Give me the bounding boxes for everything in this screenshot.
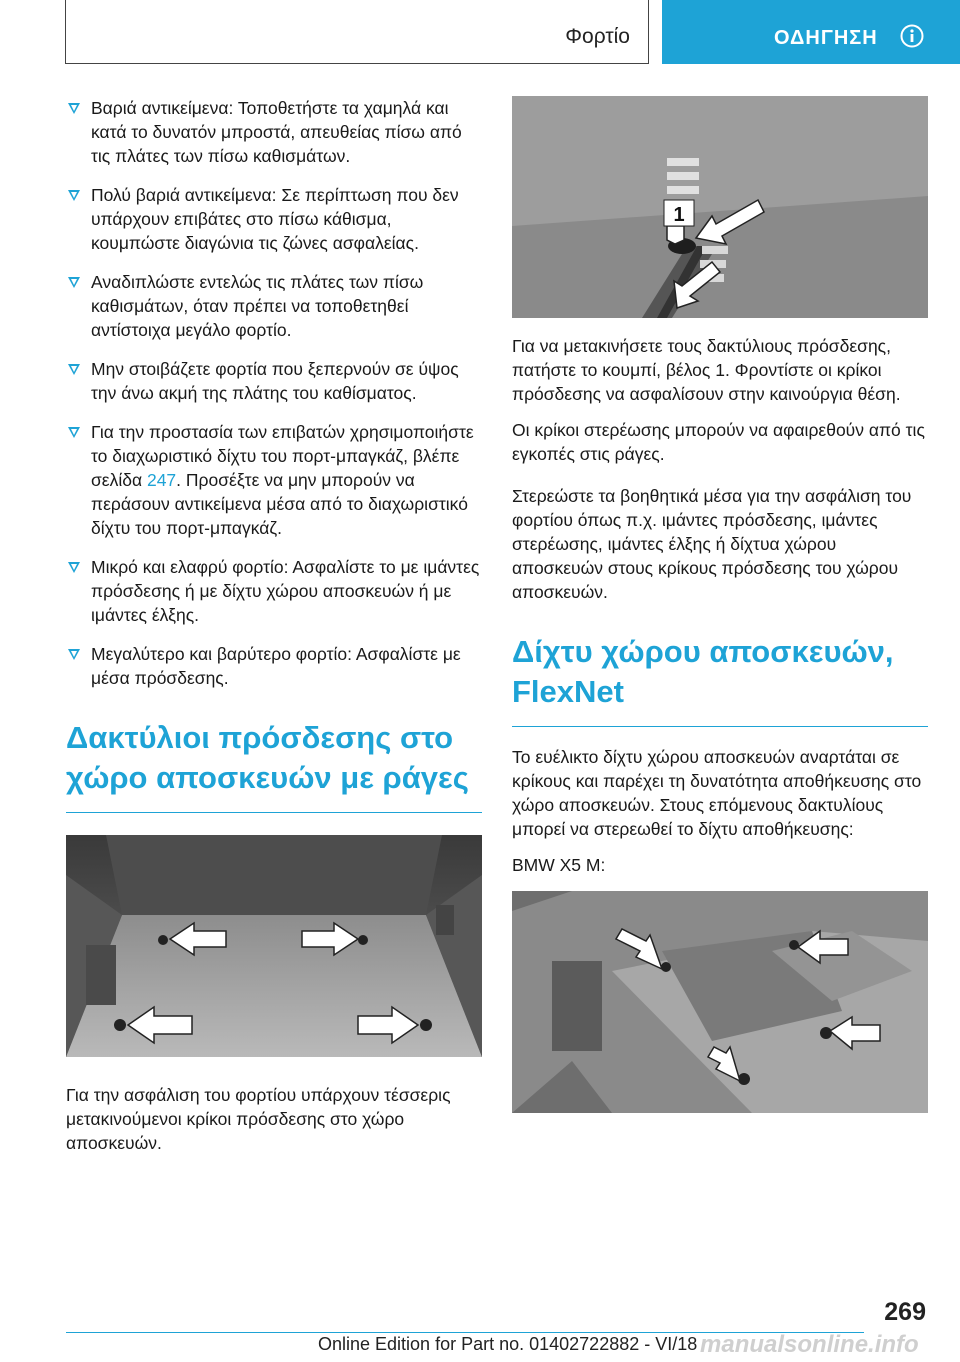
header-chapter-tab[interactable] [662,0,960,64]
list-item-text: Αναδιπλώστε εντελώς τις πλάτες των πίσω καθισμάτων, όταν πρέπει να τοποθετηθεί αντίστοιχα μεγάλο φορτίο. [91,272,424,340]
bullet-triangle-icon [68,190,80,201]
list-item [66,420,482,540]
list-item-text: Μεγαλύτερο και βαρύτερο φορτίο: Ασφαλίστε με μέσα πρόσδεσης. [91,644,461,688]
section-title-flexnet: Δίχτυ χώρου αποσκευών, FlexNet [512,632,928,727]
footer-watermark: manualsonline.info [700,1331,919,1358]
list-item [66,642,482,690]
list-item [66,270,482,342]
page-link[interactable]: 247 [146,470,177,490]
footer-edition: Online Edition for Part no. 01402722882 - VI/18 [318,1334,698,1354]
info-icon[interactable] [900,24,924,48]
list-item [66,357,482,405]
paragraph: Στερεώστε τα βοηθητικά μέσα για την ασφάλιση του φορτίου όπως π.χ. ιμάντες πρόσδεσης, ιμάντες στερέωσης, ιμάντες έλξης ή δίχτυα χώρου αποσκευών στους κρίκους πρόσδεσης του χώρου αποσκευών. [512,486,912,602]
list-item-text: Μικρό και ελαφρύ φορτίο: Ασφαλίστε το με ιμάντες πρόσδεσης ή με δίχτυ χώρου αποσκευών ή με ιμάντες έλξης. [91,557,480,625]
list-item [66,183,482,255]
bullet-triangle-icon [68,649,80,660]
flexnet-trunk-photo [512,891,928,1113]
right-column [512,96,928,1113]
bullet-triangle-icon [68,562,80,573]
paragraph: Για να μετακινήσετε τους δακτύλιους πρόσδεσης, πατήστε το κουμπί, βέλος 1. Φροντίστε οι κρίκοι πρόσδεσης να ασφαλίσουν στην καινούργια θέση. [512,336,901,404]
paragraph: Οι κρίκοι στερέωσης μπορούν να αφαιρεθούν από τις εγκοπές στις ράγες. [512,420,925,464]
section-title-lashing-eyes: Δακτύλιοι πρόσδεσης στο χώρο αποσκευών με ράγες [66,718,482,813]
list-item-text: Πολύ βαριά αντικείμενα: Σε περίπτωση που δεν υπάρχουν επιβάτες στο πίσω κάθισμα, κουμπώστε διαγώνια τις ζώνες ασφαλείας. [91,185,459,253]
rail-button-photo [512,96,928,318]
model-label: BMW X5 M: [512,855,606,875]
trunk-floor-photo [66,835,482,1057]
bullet-triangle-icon [68,277,80,288]
header-section-box [65,0,649,64]
list-item-text: Για την προστασία των επιβατών χρησιμοποιήστε το διαχωριστικό δίχτυ του πορτ-μπαγκάζ, βλέπε σελίδα [91,422,474,490]
page-number: 269 [884,1298,926,1326]
list-item [66,96,482,168]
header-section-title: Φορτίο [565,25,630,48]
list-item-text-cont: . Προσέξτε να μην μπορούν να περάσουν αντικείμενα μέσα από το διαχωριστικό δίχτυ του πορτ-μπαγκάζ. [91,470,468,538]
list-item [66,555,482,627]
paragraph: Το ευέλικτο δίχτυ χώρου αποσκευών αναρτάται σε κρίκους και παρέχει τη δυνατότητα αποθήκευσης στο χώρο αποσκευών. Στους επόμενους δακτυλίους μπορεί να στερεωθεί το δίχτυ αποθήκευσης: [512,747,922,839]
bullet-triangle-icon [68,103,80,114]
photo-caption: Για την ασφάλιση του φορτίου υπάρχουν τέσσερις μετακινούμενοι κρίκοι πρόσδεσης στο χώρο αποσκευών. [66,1085,451,1153]
bullet-list [66,96,482,690]
list-item-text: Βαριά αντικείμενα: Τοποθετήστε τα χαμηλά και κατά το δυνατόν μπροστά, απευθείας πίσω από τις πλάτες των πίσω καθισμάτων. [91,98,462,166]
bullet-triangle-icon [68,364,80,375]
list-item-text: Μην στοιβάζετε φορτία που ξεπερνούν σε ύψος την άνω ακμή της πλάτης του καθίσματος. [91,359,459,403]
bullet-triangle-icon [68,427,80,438]
header-chapter-title: ΟΔΗΓΗΣΗ [774,27,878,49]
callout-label: 1 [673,204,685,226]
left-column [66,96,482,1155]
